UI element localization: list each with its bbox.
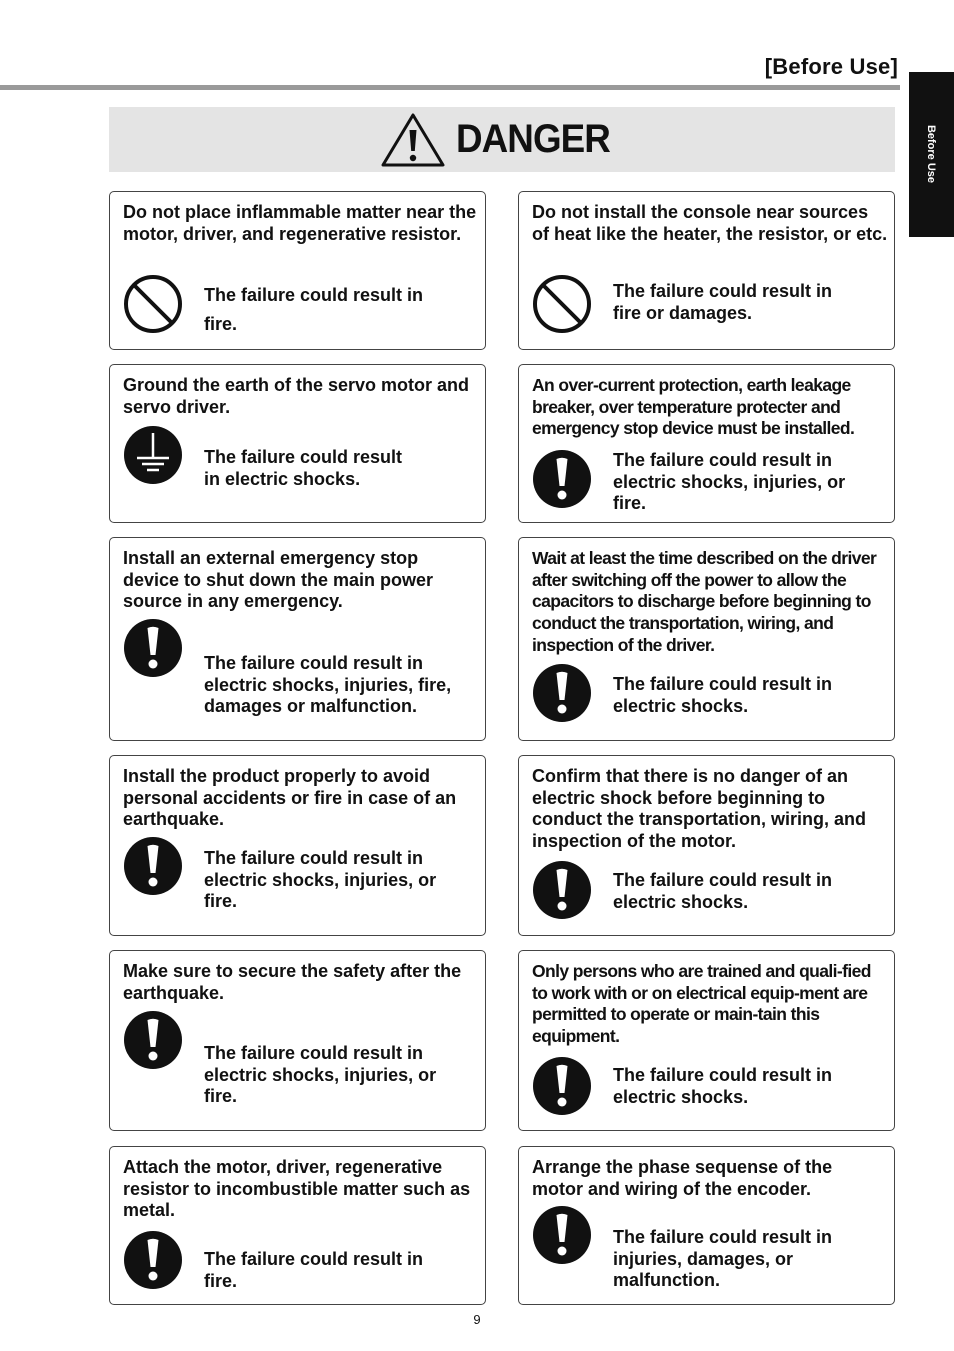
card-result-line: fire. <box>204 1270 238 1291</box>
ground-icon <box>123 425 183 485</box>
section-title: [Before Use] <box>764 54 898 79</box>
card-result-line: damages or malfunction. <box>204 696 418 717</box>
card-result <box>204 285 475 335</box>
card-result <box>204 447 475 490</box>
warning-card <box>109 755 486 936</box>
card-instruction: Ground the earth of the servo motor and servo driver. <box>123 375 470 417</box>
card-result-line: fire. <box>204 313 238 334</box>
danger-banner <box>109 107 895 172</box>
card-instruction: An over-current protection, earth leakage breaker, over temperature protecter and emergency stop device must be installed. <box>532 375 855 439</box>
warning-card <box>518 537 895 741</box>
card-result-line: electric shocks. <box>613 695 749 716</box>
danger-title: DANGER <box>456 117 611 161</box>
card-result <box>613 1227 884 1292</box>
warning-card <box>109 537 486 741</box>
card-result <box>204 848 475 913</box>
card-result-line: electric shocks. <box>613 891 749 912</box>
card-instruction: Only persons who are trained and quali-fied to work with or on electrical equip-ment are permitted to operate or main-tain this equipment. <box>532 961 871 1047</box>
warning-card <box>109 1146 486 1305</box>
mandatory-action-icon <box>532 663 592 723</box>
card-result-line: in electric shocks. <box>204 468 361 489</box>
warning-card <box>109 191 486 350</box>
card-result <box>204 1043 475 1108</box>
warning-triangle-icon <box>380 112 446 168</box>
side-tab <box>909 72 954 237</box>
card-result-line: The failure could result in <box>204 653 424 673</box>
warning-card <box>518 755 895 936</box>
card-result-line: electric shocks, injuries, or <box>613 471 846 492</box>
card-instruction: Attach the motor, driver, regenerative resistor to incombustible matter such as metal. <box>123 1157 471 1221</box>
card-result-line: The failure could result in <box>204 1249 424 1269</box>
card-result-line: The failure could result in <box>204 848 424 868</box>
prohibition-icon <box>532 274 592 334</box>
card-result-line: electric shocks, injuries, or <box>204 1064 437 1085</box>
card-result-line: The failure could result in <box>613 870 833 890</box>
card-result-line: electric shocks, injuries, fire, <box>204 674 452 695</box>
warning-card <box>518 364 895 523</box>
mandatory-action-icon <box>123 618 183 678</box>
card-result-line: The failure could result in <box>613 281 833 301</box>
card-result-line: injuries, damages, or <box>613 1248 794 1269</box>
card-result-line: electric shocks, injuries, or <box>204 869 437 890</box>
card-instruction: Arrange the phase sequense of the motor and wiring of the encoder. <box>532 1157 833 1199</box>
card-result-line: fire. <box>613 493 647 514</box>
warning-card <box>518 191 895 350</box>
card-result-line: fire or damages. <box>613 302 753 323</box>
card-result-line: The failure could result in <box>613 450 833 470</box>
mandatory-action-icon <box>532 1205 592 1265</box>
card-result-line: fire. <box>204 1086 238 1107</box>
mandatory-action-icon <box>123 1230 183 1290</box>
mandatory-action-icon <box>532 860 592 920</box>
card-instruction: Do not place inflammable matter near the motor, driver, and regenerative resistor. <box>123 202 477 244</box>
mandatory-action-icon <box>123 1010 183 1070</box>
card-instruction: Install an external emergency stop device to shut down the main power source in any emergency. <box>123 548 434 612</box>
card-instruction: Do not install the console near sources of heat like the heater, the resistor, or etc. <box>532 202 888 244</box>
card-result-line: fire. <box>204 891 238 912</box>
card-result <box>613 1065 884 1108</box>
page-number: 9 <box>473 1312 481 1327</box>
card-instruction: Wait at least the time described on the driver after switching off the power to allow the capacitors to discharge before beginning to conduct the transportation, wiring, and inspection of the driver. <box>532 548 877 655</box>
card-result-line: The failure could result <box>204 447 403 467</box>
warning-card <box>109 364 486 523</box>
mandatory-action-icon <box>532 449 592 509</box>
card-result-line: malfunction. <box>613 1270 720 1291</box>
card-result-line: The failure could result in <box>613 1227 833 1247</box>
card-instruction: Confirm that there is no danger of an electric shock before beginning to conduct the transportation, wiring, and inspection of the motor. <box>532 766 867 852</box>
warning-card <box>109 950 486 1131</box>
card-result-line: The failure could result in <box>204 1043 424 1063</box>
card-result-line: The failure could result in <box>613 1065 833 1085</box>
card-result <box>613 281 884 324</box>
card-result <box>613 450 884 515</box>
warning-card <box>518 1146 895 1305</box>
card-result-line: The failure could result in <box>613 674 833 694</box>
card-result-line: The failure could result in <box>204 285 424 305</box>
side-tab-label: Before Use <box>925 124 937 184</box>
card-result <box>204 653 475 718</box>
card-instruction: Make sure to secure the safety after the earthquake. <box>123 961 462 1003</box>
card-result <box>613 870 884 913</box>
mandatory-action-icon <box>123 836 183 896</box>
prohibition-icon <box>123 274 183 334</box>
card-result <box>204 1249 475 1292</box>
card-result-line: electric shocks. <box>613 1086 749 1107</box>
header-rule <box>0 85 900 90</box>
card-instruction: Install the product properly to avoid personal accidents or fire in case of an earthquake. <box>123 766 457 830</box>
warning-card <box>518 950 895 1131</box>
mandatory-action-icon <box>532 1056 592 1116</box>
card-result <box>613 674 884 717</box>
